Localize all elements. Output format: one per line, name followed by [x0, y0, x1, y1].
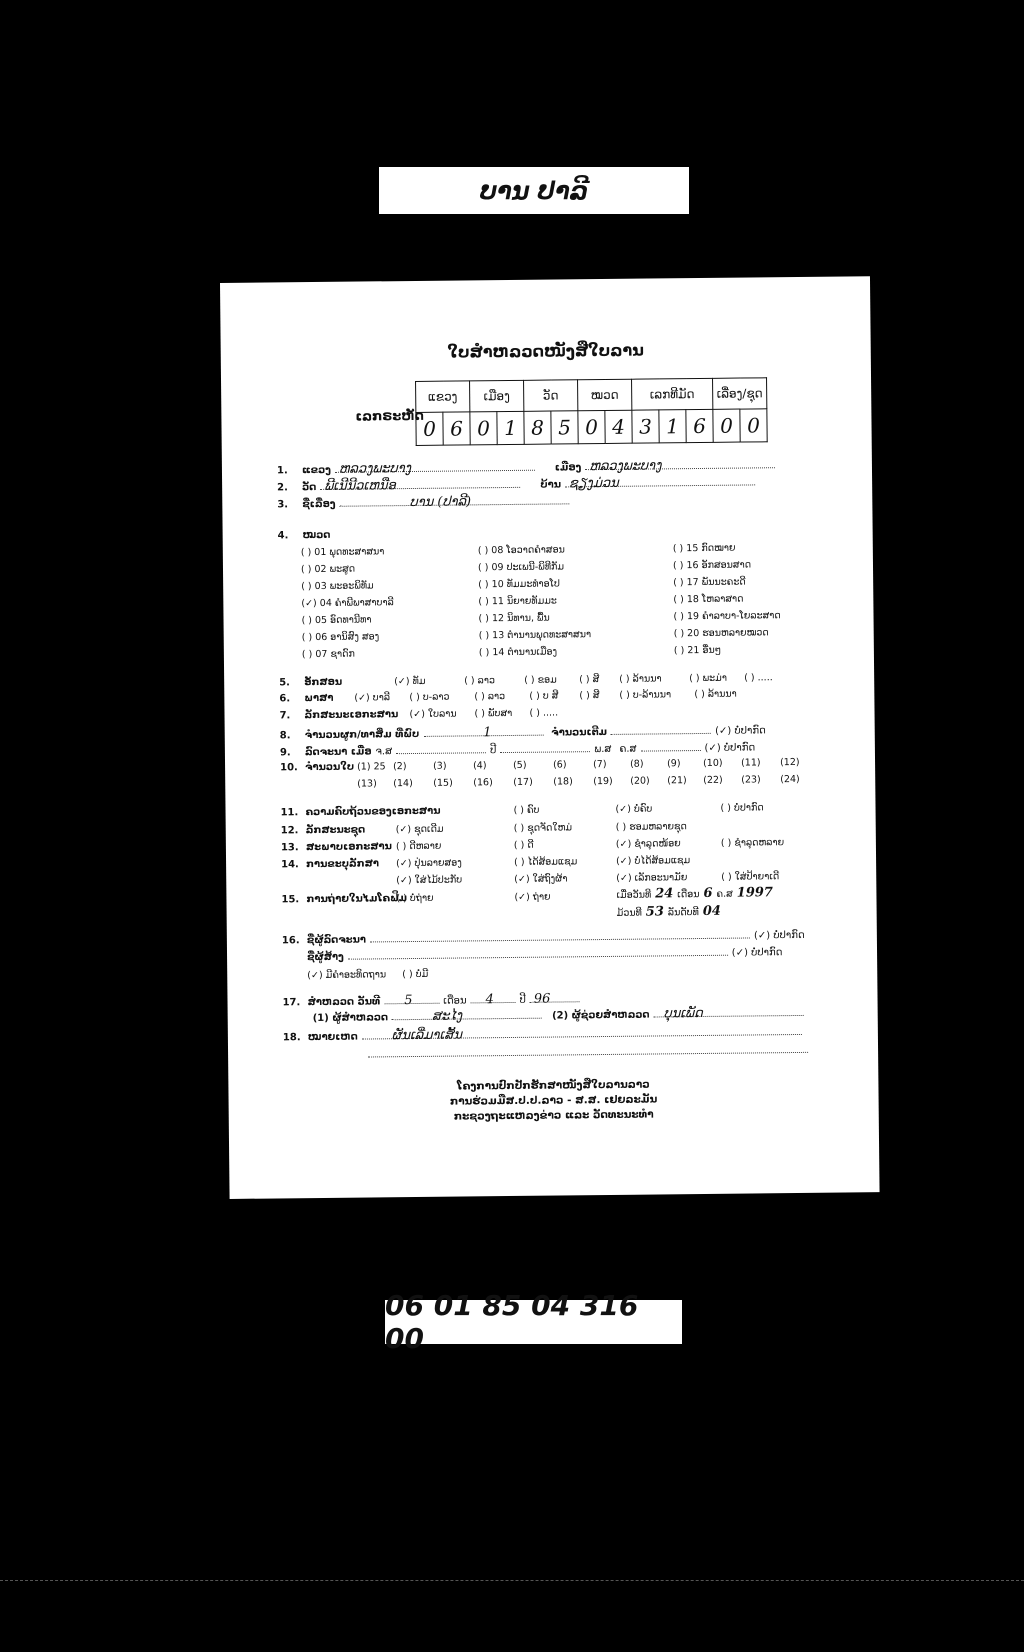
field-label: ສຳຫລວດ ວັນທີ	[307, 996, 381, 1009]
field-line	[362, 1024, 802, 1044]
field-label: ຈຳນວນໃບ	[305, 761, 355, 774]
reg-digit: 1	[659, 410, 686, 443]
condition-option[interactable]: (✓) ຊຳລຸດໜ້ອຍ	[615, 838, 681, 850]
microfilm-option[interactable]: (✓) ຖ່າຍ	[514, 891, 551, 903]
era-label: ຈ.ສ	[375, 746, 393, 758]
leaf-count-cell: (16)	[473, 777, 493, 789]
leaf-count-cell: (13)	[357, 778, 377, 790]
category-option[interactable]: ( ) 01 ພຸດທະສາສນາ	[300, 546, 385, 559]
script-option[interactable]: ( ) ລາວ	[464, 675, 495, 687]
dedication-option[interactable]: (✓) ມີຄຳອະທິດຖານ	[307, 969, 387, 982]
field-14-preservation	[281, 858, 383, 870]
condition-option[interactable]: ( ) ຊຳລຸດຫລາຍ	[720, 837, 785, 849]
field-13-condition	[281, 841, 396, 853]
handwritten-name: ບຸນເພັດ	[663, 1005, 703, 1022]
handwritten-roll: 53	[645, 904, 664, 920]
category-option[interactable]: ( ) 03 ພະອະພິທັມ	[301, 580, 374, 593]
field-line	[396, 742, 486, 754]
category-option[interactable]: ( ) 18 ໂຫລາສາດ	[673, 593, 744, 606]
document-type-option[interactable]: (✓) ໃບລານ	[409, 708, 457, 721]
field-label: ຈຳນວນເຕີມ	[551, 726, 608, 739]
era-label: ພ.ສ	[594, 743, 612, 756]
handwritten-value: ຊຽງມ່ວນ	[568, 475, 619, 492]
reg-header-story-set: ເລື່ອງ/ຊຸດ	[713, 378, 767, 410]
sequence-label: ລັນດັບທີ	[667, 907, 699, 919]
category-option[interactable]: ( ) 20 ຮອນຫລາຍໝວດ	[673, 627, 769, 640]
footer-ministry: ກະຊວງຖະແຫລງຂ່າວ ແລະ ວັດທະນະທຳ	[453, 1108, 654, 1123]
field-number: 18.	[282, 1032, 301, 1044]
field-10-leaf-count	[280, 762, 358, 774]
set-type-option[interactable]: ( ) ຊຸດຈັດໃຫມ່	[513, 822, 573, 834]
category-option[interactable]: ( ) 15 ກົດໝາຍ	[672, 542, 736, 555]
category-option[interactable]: ( ) 08 ໂອວາດຄຳສອນ	[477, 544, 565, 557]
category-option[interactable]: ( ) 17 ພັນນະຄະດີ	[673, 576, 746, 589]
field-2-temple	[277, 474, 755, 493]
leaf-count-cell: (22)	[703, 774, 723, 786]
leaf-count-cell: (19)	[593, 775, 613, 788]
leaf-count-cell: (23)	[741, 774, 761, 786]
leaf-count-cell: (10)	[703, 757, 723, 769]
leaf-count-cell: (12)	[779, 756, 800, 769]
field-label: ໝວດ	[302, 529, 331, 542]
field-line	[320, 477, 520, 494]
category-option[interactable]: ( ) 21 ອື່ນໆ	[673, 644, 722, 657]
field-line	[500, 741, 590, 753]
preservation-option[interactable]: (✓) ປຸ່ນລາຍສອງ	[396, 857, 462, 870]
handwritten-year: 1997	[736, 885, 774, 901]
handwritten-value: ຫລວງພະບາງ	[338, 461, 412, 477]
reg-digit: 1	[497, 411, 524, 444]
script-option[interactable]: ( ) ລ້ານນາ	[619, 673, 662, 685]
field-number: 17.	[282, 997, 301, 1009]
category-option[interactable]: ( ) 05 ອົດທານີທາ	[301, 614, 372, 627]
field-7-document-type	[279, 709, 402, 721]
field-number: 3.	[277, 499, 289, 511]
field-label: ຊື່ຜູ້ສ້າງ	[307, 951, 344, 964]
reg-digit-row	[416, 409, 767, 446]
field-8-bundle-count	[280, 722, 766, 741]
year-label: ຄ.ສ	[716, 888, 733, 900]
not-shown-checkbox[interactable]: (✓) ບໍ່ປາກົດ	[704, 742, 756, 754]
set-type-option[interactable]: (✓) ຊຸດເດີມ	[395, 823, 444, 836]
preservation-option[interactable]: (✓) ໃສ່ຖົງຜ້າ	[514, 873, 568, 885]
leaf-count-cell: (14)	[393, 778, 413, 790]
year-label: ປີ	[519, 994, 526, 1006]
handwritten-remark: ຜັນເລີ່ມາເສັ້ນ	[391, 1027, 463, 1044]
field-label: ບ້ານ	[540, 479, 562, 491]
script-option[interactable]: ( ) ສີ	[579, 674, 600, 686]
footer-cooperation: ການຮ່ວມມືສ.ປ.ປ.ລາວ - ສ.ສ. ເຢຍລະມັນ	[449, 1093, 658, 1108]
not-shown-checkbox[interactable]: (✓) ບໍ່ປາກົດ	[731, 947, 783, 959]
field-number: 13.	[280, 842, 299, 854]
leaf-count-cell: (1) 25	[357, 761, 386, 773]
reg-digit: 0	[416, 412, 443, 445]
reg-digit: 4	[605, 410, 632, 443]
field-line	[585, 457, 775, 475]
leaf-count-cell: (20)	[630, 775, 650, 787]
leaf-count-cell: (9)	[667, 758, 681, 770]
field-line	[392, 1008, 542, 1024]
not-shown-checkbox[interactable]: (✓) ບໍ່ປາກົດ	[715, 725, 766, 737]
handwritten-month: 6	[703, 885, 713, 901]
category-option[interactable]: ( ) 09 ປະເພນີ-ພິທີກັມ	[477, 561, 565, 574]
field-label: ລັກສະນະຊຸດ	[305, 824, 366, 837]
handwritten-day: 5	[404, 993, 413, 1009]
field-15-microfilm	[281, 893, 411, 905]
roll-label: ມ້ວນທີ	[616, 907, 642, 919]
field-4-category	[278, 530, 335, 542]
field-line	[335, 460, 535, 477]
bottom-code-label	[385, 1289, 682, 1355]
field-line	[565, 474, 755, 492]
preservation-option[interactable]: ( ) ໃສ່ປ້າຍາເດີ	[721, 871, 780, 883]
category-option[interactable]: ( ) 13 ຕຳນານພຸດທະສາສນາ	[478, 629, 592, 642]
field-1-province	[277, 457, 775, 476]
reg-header-province: ແຂວງ	[416, 381, 470, 413]
handwritten-value: ຫລວງພະບາງ	[589, 458, 662, 475]
survey-form-sheet	[220, 276, 880, 1199]
language-option[interactable]: ( ) ລາວ	[474, 691, 506, 703]
field-number: 5.	[279, 677, 291, 689]
field-label: ການຂະບຸລັກສາ	[306, 858, 380, 871]
category-option[interactable]: ( ) 11 ນິຍາຍທັມມະ	[478, 595, 557, 608]
field-6-language	[279, 693, 337, 705]
handwritten-day: 24	[655, 886, 674, 902]
field-label: (2) ຜູ້ຊ່ວຍສຳຫລວດ	[551, 1009, 650, 1022]
month-label: ເດືອນ	[677, 889, 700, 901]
leaf-count-cell: (3)	[433, 760, 447, 772]
category-option[interactable]: ( ) 12 ນິທານ, ພື້ນ	[478, 612, 550, 625]
reg-header-temple: ວັດ	[524, 380, 578, 412]
handwritten-value: ບານ (ປາລີ)	[409, 494, 472, 511]
field-number: 7.	[279, 710, 291, 722]
field-number: 8.	[279, 730, 291, 742]
preservation-option[interactable]: (✓) ເລັກອະນາມັຍ	[616, 872, 688, 884]
era-label: ຄ.ສ	[619, 743, 637, 755]
field-label: (1) ຜູ້ສຳຫລວດ	[312, 1012, 389, 1025]
field-3-story-title	[277, 493, 569, 510]
preservation-option[interactable]: ( ) ໄດ້ສ້ອມແຊມ	[514, 856, 578, 868]
field-18-remarks	[283, 1024, 802, 1043]
reg-digit: 0	[713, 409, 740, 442]
field-number: 12.	[280, 825, 299, 837]
document-type-option[interactable]: ( ) ພັບສາ	[474, 707, 513, 720]
language-option[interactable]: ( ) ບ-ລາວ	[409, 691, 450, 704]
leaf-count-cell: (2)	[393, 761, 407, 773]
completeness-option[interactable]: ( ) ຄົບ	[513, 804, 540, 816]
condition-option[interactable]: ( ) ດີ	[513, 839, 534, 851]
field-label: ຄວາມຄົບຖ້ວນຂອງເອກະສານ	[305, 805, 441, 819]
leaf-count-cell: (7)	[593, 758, 607, 771]
handwritten-month: 4	[485, 992, 494, 1008]
handwritten-value: 1	[483, 725, 492, 741]
field-label: ລັກສະນະເອກະສານ	[304, 709, 399, 722]
leaf-count-cell: (18)	[553, 776, 573, 788]
leaf-count-cell: (4)	[473, 760, 487, 772]
field-11-completeness	[280, 806, 444, 819]
field-number: 9.	[279, 747, 291, 759]
not-shown-checkbox[interactable]: (✓) ບໍ່ປາກົດ	[753, 929, 805, 942]
reg-digit: 6	[686, 409, 713, 442]
completeness-option[interactable]: ( ) ບໍ່ປາກົດ	[720, 802, 764, 814]
field-12-set-type	[281, 824, 370, 836]
scan-edge-line	[0, 1580, 1024, 1581]
reg-header-bundle-no: ເລກທີມັດ	[632, 378, 713, 410]
registration-code-table	[415, 377, 768, 446]
field-17-survey-date	[282, 991, 579, 1008]
field-number: 2.	[277, 482, 288, 494]
reg-digit: 5	[551, 411, 578, 444]
handwritten-year: 96	[533, 991, 551, 1007]
microfilm-roll	[617, 904, 725, 920]
field-line	[348, 945, 728, 960]
field-number: 6.	[279, 693, 291, 705]
handwritten-sequence: 04	[702, 903, 721, 919]
footer-project-name: ໂຄງການປົກປັກຮັກສາໜັງສືໃບລານລາວ	[457, 1078, 650, 1093]
category-option[interactable]: ( ) 07 ຊາດົກ	[301, 648, 355, 661]
script-option[interactable]: ( ) ຂອມ	[524, 674, 557, 686]
field-label: ສະພາບເອກະສານ	[305, 841, 393, 854]
field-number: 1.	[276, 465, 288, 477]
category-option[interactable]: ( ) 06 ອານິສົງ ສອງ	[301, 631, 380, 644]
field-number: 4.	[277, 530, 289, 542]
category-option[interactable]: ( ) 16 ອັກສອນສາດ	[672, 559, 752, 572]
date-label: ເມື່ອວັນທີ	[616, 889, 652, 901]
field-line	[640, 740, 700, 752]
field-number: 16.	[281, 935, 300, 947]
field-label: ໝາຍເຫດ	[307, 1031, 358, 1044]
language-option[interactable]: ( ) ບ ສີ	[529, 690, 559, 702]
language-option[interactable]: ( ) ສີ	[579, 690, 600, 702]
handwritten-value: ພີເນີນີວເຫນືອ	[324, 478, 396, 494]
field-number: 10.	[280, 762, 298, 774]
reg-header-district: ເມືອງ	[470, 380, 524, 412]
document-type-option[interactable]: ( ) .....	[529, 707, 559, 719]
condition-option[interactable]: ( ) ດີຫລາຍ	[395, 840, 442, 853]
field-label: ເມືອງ	[554, 462, 582, 474]
language-option[interactable]: ( ) ບ-ລ້ານນາ	[619, 689, 672, 701]
reg-digit: 0	[470, 412, 497, 445]
form-title: ໃບສຳຫລວດໜັງສືໃບລານ	[447, 340, 645, 362]
bottom-code-text: 06 01 85 04 316 00	[385, 1289, 639, 1355]
leaf-count-cell: (24)	[780, 773, 800, 786]
field-label: ລົດຈະນາ ເມື່ອ	[304, 746, 372, 759]
field-line	[423, 725, 543, 741]
field-label: ຈຳນວນຜູກ/ທາສິ່ມ ທີ່ພົບ	[304, 728, 420, 742]
language-option[interactable]: ( ) ລ້ານນາ	[694, 688, 737, 701]
field-line	[339, 493, 569, 511]
category-option[interactable]: ( ) 10 ທັມມະທໍາອໂປ	[478, 578, 561, 591]
field-line	[653, 1005, 803, 1022]
field-number: 14.	[281, 859, 299, 871]
month-label: ເດືອນ	[443, 995, 467, 1007]
category-option[interactable]: ( ) 02 ພະສູດ	[300, 563, 356, 576]
preservation-option[interactable]: (✓) ໃສ່ໄມ້ປະກັບ	[396, 874, 463, 887]
field-label: ອັກສອນ	[304, 676, 343, 689]
script-option[interactable]: ( ) .....	[744, 672, 773, 684]
leaf-count-cell: (17)	[513, 776, 533, 788]
leaf-count-cell: (15)	[433, 777, 453, 789]
field-17-surveyors	[313, 1005, 804, 1024]
remarks-extra-line	[368, 1042, 808, 1058]
leaf-count-cell: (5)	[513, 759, 527, 771]
completeness-option[interactable]: (✓) ບໍ່ຄົບ	[615, 803, 653, 815]
reg-header-row	[416, 378, 767, 413]
field-label: ການຖ່າຍໃນໄມໂຄຟິມ	[306, 893, 408, 906]
microfilm-option[interactable]: ( ) ບໍ່ຖ່າຍ	[396, 892, 434, 905]
registration-code-label: ເລກຣະຫັດ	[355, 408, 424, 425]
field-line	[470, 992, 515, 1008]
field-label: ວັດ	[302, 482, 317, 494]
category-option[interactable]: (✓) 04 ຄຳພີພາສາບາລີ	[301, 597, 394, 610]
reg-header-category: ໝວດ	[578, 379, 632, 411]
field-9-composed-date	[280, 739, 755, 758]
handwritten-name: ສະໄງ	[431, 1008, 463, 1024]
language-option[interactable]: (✓) ບາລີ	[354, 692, 391, 704]
leaf-count-cell: (8)	[630, 758, 644, 770]
reg-digit: 8	[524, 411, 551, 444]
field-line	[370, 927, 750, 942]
field-number: 15.	[281, 894, 300, 906]
script-option[interactable]: (✓) ທັມ	[394, 675, 426, 688]
top-title-text: ບານ ປາລີ	[479, 176, 589, 205]
dedication-option[interactable]: ( ) ບໍ່ມີ	[402, 968, 429, 981]
preservation-option[interactable]: (✓) ບໍ່ໄດ້ສ້ອມແຊມ	[616, 855, 691, 867]
set-type-option[interactable]: ( ) ຮອມຫລາຍຊຸດ	[615, 821, 687, 833]
reg-digit: 6	[443, 412, 470, 445]
field-line	[611, 723, 711, 735]
reg-digit: 0	[578, 410, 605, 443]
leaf-count-cell: (6)	[553, 759, 567, 771]
reg-digit: 3	[632, 410, 659, 443]
field-label: ພາສາ	[304, 692, 334, 705]
reg-digit: 0	[740, 409, 767, 442]
field-16-creator	[307, 944, 782, 963]
category-option[interactable]: ( ) 19 ຄຳລາບາ-ໂຍລະສາດ	[673, 610, 781, 623]
top-title-label	[379, 167, 689, 214]
year-label: ປີ	[490, 745, 497, 757]
field-line	[530, 991, 580, 1007]
script-option[interactable]: ( ) ພະມ່າ	[689, 672, 728, 685]
field-number: 11.	[280, 807, 299, 819]
field-line	[384, 993, 439, 1009]
field-16-author	[282, 927, 805, 946]
category-option[interactable]: ( ) 14 ຕຳນານເມືອງ	[478, 646, 558, 659]
field-5-script	[279, 676, 398, 688]
leaf-count-cell: (11)	[740, 757, 761, 769]
leaf-count-cell: (21)	[667, 775, 687, 787]
field-label: ຊື່ເລື່ອງ	[302, 498, 336, 511]
field-label: ຊື່ຜູ້ລົດຈະນາ	[306, 934, 367, 947]
microfilm-date	[616, 885, 777, 902]
field-label: ແຂວງ	[301, 464, 331, 477]
